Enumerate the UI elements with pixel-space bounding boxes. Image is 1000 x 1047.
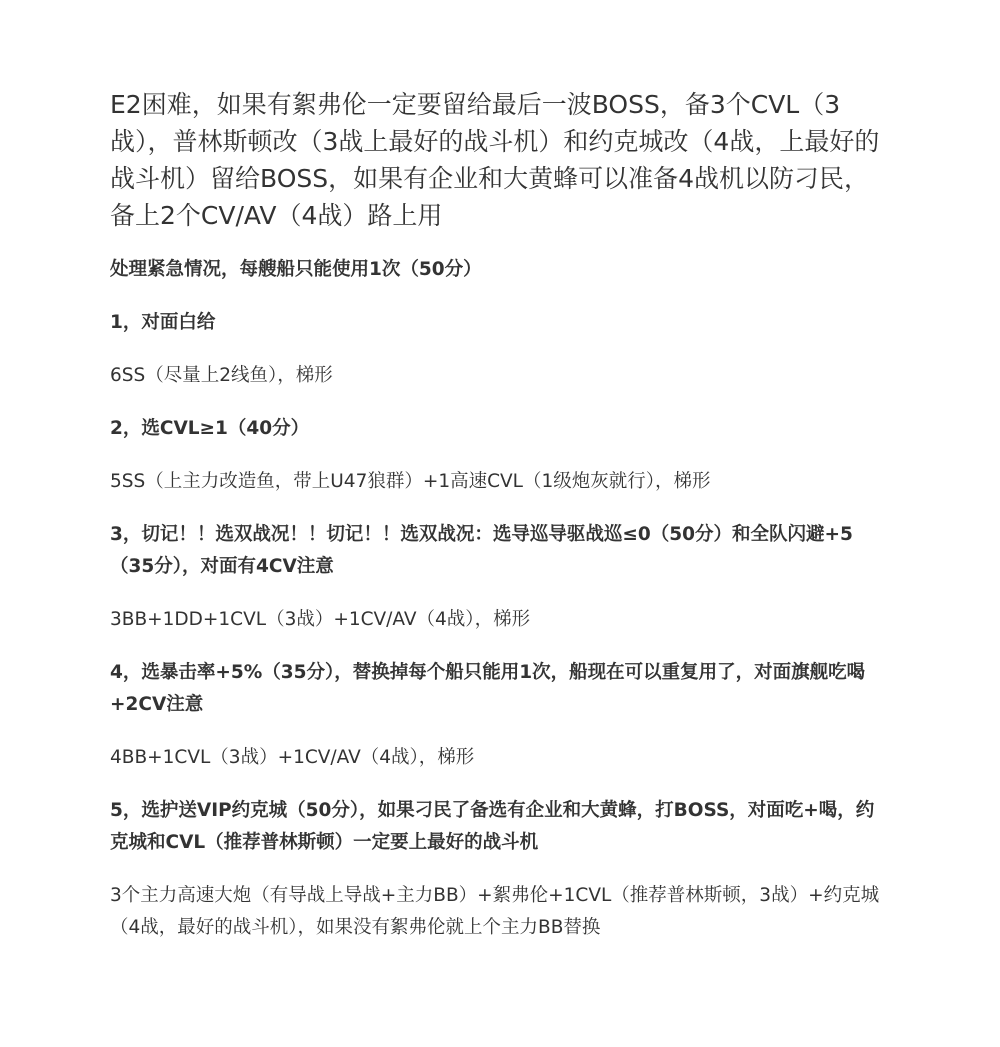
intro-paragraph: E2困难，如果有絮弗伦一定要留给最后一波BOSS，备3个CVL（3战），普林斯顿改（3战上最好的战斗机）和约克城改（4战，上最好的战斗机）留给BOSS，如果有企业和大黄蜂可以准备4战机以防刁民，备上2个CV/AV（4战）路上用 — [110, 90, 880, 230]
section-5-heading: 5，选护送VIP约克城（50分），如果刁民了备选有企业和大黄蜂，打BOSS，对面吃+喝，约克城和CVL（推荐普林斯顿）一定要上最好的战斗机 — [110, 800, 875, 853]
section-4-heading: 4，选暴击率+5%（35分），替换掉每个船只能用1次，船现在可以重复用了，对面旗舰吃喝+2CV注意 — [110, 662, 866, 715]
emergency-title: 处理紧急情况，每艘船只能使用1次（50分） — [110, 259, 482, 280]
section-4-body: 4BB+1CVL（3战）+1CV/AV（4战），梯形 — [110, 747, 475, 768]
article — [110, 86, 880, 965]
section-3-body: 3BB+1DD+1CVL（3战）+1CV/AV（4战），梯形 — [110, 609, 531, 630]
section-5-body: 3个主力高速大炮（有导战上导战+主力BB）+絮弗伦+1CVL（推荐普林斯顿，3战）+约克城（4战，最好的战斗机），如果没有絮弗伦就上个主力BB替换 — [110, 885, 880, 938]
section-2-body: 5SS（上主力改造鱼，带上U47狼群）+1高速CVL（1级炮灰就行），梯形 — [110, 471, 711, 492]
section-1-body: 6SS（尽量上2线鱼），梯形 — [110, 365, 333, 386]
section-2-heading: 2，选CVL≥1（40分） — [110, 418, 310, 439]
section-1-heading: 1，对面白给 — [110, 312, 216, 333]
section-3-heading: 3，切记！！选双战况！！切记！！选双战况：选导巡导驱战巡≤0（50分）和全队闪避+5（35分），对面有4CV注意 — [110, 524, 853, 577]
